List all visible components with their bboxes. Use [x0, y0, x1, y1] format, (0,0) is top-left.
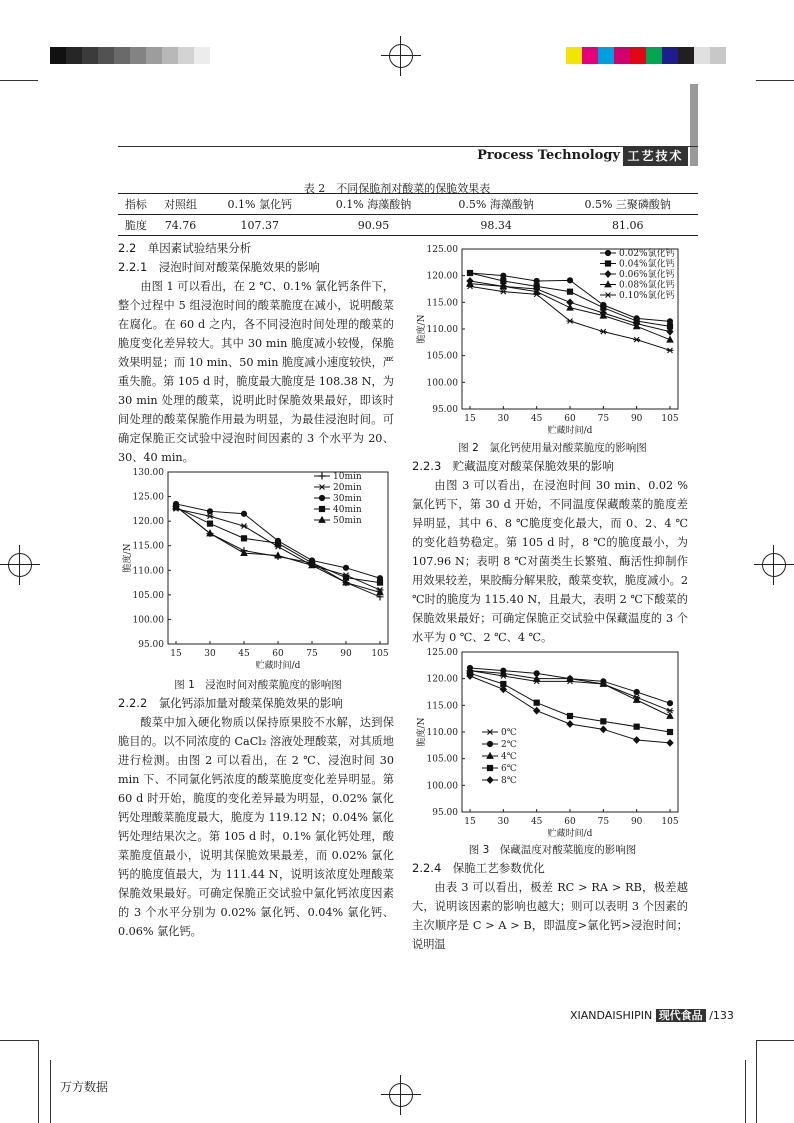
x-tick-label: 45 — [238, 649, 250, 659]
legend-label: 6℃ — [501, 764, 517, 774]
paragraph: 由表 3 可以看出，极差 RC > RA > RB，极差越大，说明该因素的影响也越大；则可以表明 3 个因素的主次顺序是 C > A > B，即温度>氯化钙>浸泡时间；说明温 — [412, 881, 688, 951]
y-tick-label: 105.00 — [426, 754, 458, 765]
x-tick-label: 105 — [661, 817, 679, 827]
crop-mark — [50, 1060, 51, 1123]
point-marker — [667, 348, 674, 353]
series-5 — [467, 673, 673, 746]
point-marker — [567, 713, 572, 718]
legend-label: 0℃ — [501, 728, 517, 738]
color-bar — [566, 47, 726, 64]
legend-label: 0.10%氯化钙 — [619, 291, 675, 301]
paragraph: 由图 3 可以看出，在浸泡时间 30 min、0.02 % 氯化钙下，第 30 d 开始，不同温度保藏酸菜的脆度差异明显，其中 6、8 ℃脆度变化最大，而 0、2、4 ℃的变化趋势稳定。第 105 d 时，8 ℃的脆度最小，为 107.96 N；表明 8 ℃对菌类生长繁殖、酶活性抑制作用效果较差，果胶酶分解果胶，酸菜变软，脆度减小。2 ℃时的脆度为 115.40 N，且最大，表明 2 ℃下酸菜的保脆效果最好；可确定保脆正交试验中保藏温度的 3 个水平为 0 ℃、2 ℃、4 ℃。 — [412, 479, 688, 644]
y-tick-label: 115.00 — [426, 298, 458, 309]
point-marker — [207, 509, 212, 514]
footer-tag: 现代食品 — [656, 1009, 706, 1022]
series-line — [470, 676, 670, 743]
table-cell: 脆度 — [118, 215, 154, 236]
point-marker — [241, 511, 246, 516]
point-marker — [605, 261, 610, 266]
legend-label: 40min — [333, 505, 362, 515]
figure-1-chart — [118, 466, 398, 671]
x-tick-label: 60 — [564, 414, 576, 424]
table2-caption: 表 2 不同保脆剂对酸菜的保脆效果表 — [303, 182, 491, 195]
point-marker — [600, 726, 606, 732]
subsection-heading: 2.2.2 氯化钙添加量对酸菜保脆效果的影响 — [118, 696, 343, 710]
y-tick-label: 100.00 — [132, 615, 164, 626]
point-marker — [534, 700, 539, 705]
x-axis-label: 贮藏时间/d — [547, 829, 593, 838]
y-axis-label: 脆度/N — [417, 717, 427, 747]
point-marker — [207, 521, 212, 526]
legend-label: 8℃ — [501, 776, 517, 786]
section-heading: 2.2 单因素试验结果分析 — [118, 241, 252, 255]
point-marker — [241, 536, 246, 541]
y-tick-label: 115.00 — [132, 541, 164, 552]
y-tick-label: 120.00 — [426, 271, 458, 282]
table-cell: 107.37 — [207, 215, 312, 236]
x-tick-label: 60 — [272, 649, 284, 659]
legend-label: 20min — [333, 483, 362, 493]
right-column-bottom — [412, 859, 688, 954]
point-marker — [634, 724, 639, 729]
y-tick-label: 120.00 — [426, 674, 458, 685]
legend-label: 0.08%氯化钙 — [619, 280, 675, 291]
table-cell: 90.95 — [312, 215, 435, 236]
x-tick-label: 105 — [661, 414, 679, 424]
y-tick-label: 95.00 — [138, 640, 164, 650]
x-tick-label: 45 — [530, 414, 543, 424]
header-side-bar — [690, 84, 698, 166]
crop-mark — [756, 80, 794, 81]
point-marker — [601, 719, 606, 724]
y-tick-label: 125.00 — [426, 245, 458, 255]
legend-label: 4℃ — [501, 752, 517, 762]
point-marker — [319, 485, 326, 490]
x-tick-label: 30 — [204, 649, 216, 659]
y-tick-label: 130.00 — [132, 468, 164, 478]
y-tick-label: 110.00 — [426, 325, 458, 335]
watermark: 万方数据 — [60, 1080, 109, 1094]
crop-mark — [38, 1040, 39, 1123]
point-marker — [567, 319, 574, 324]
point-marker — [487, 765, 492, 770]
x-axis-label: 贮藏时间/d — [547, 426, 593, 436]
table-header-cell: 0.1% 海藻酸钠 — [312, 194, 435, 215]
point-marker — [667, 729, 672, 734]
y-tick-label: 115.00 — [426, 701, 458, 712]
point-marker — [605, 250, 610, 255]
y-tick-label: 125.00 — [132, 492, 164, 503]
paragraph: 酸菜中加入硬化物质以保持原果胶不水解，达到保脆目的。以不同浓度的 CaCl₂ 溶液处理酸菜，对其质地进行检测。由图 2 可以看出，在 2 ℃、浸泡时间 30 min 下、不同氯化钙浓度的酸菜脆度变化差异明显。第 60 d 时开始，脆度的变化差异最为明显，0.02% 氯化钙处理酸菜脆度最大，脆度为 119.12 N；0.04% 氯化钙处理结果次之。第 105 d 时，0.1% 氯化钙处理，酸菜脆度值最小，说明其保脆效果最差，而 0.02% 氯化钙的脆度值最大，为 111.44 N，说明该浓度处理酸菜保脆效果最好。可确定保脆正交试验中氯化钙浓度因素的 3 个水平分别为 0.02% 氯化钙、0.04% 氯化钙、0.06% 氯化钙。 — [118, 716, 394, 938]
x-tick-label: 75 — [306, 649, 318, 659]
figure-3-chart — [410, 646, 695, 838]
point-marker — [487, 730, 494, 735]
subsection-heading: 2.2.3 贮藏温度对酸菜保脆效果的影响 — [412, 459, 614, 473]
x-tick-label: 15 — [464, 414, 476, 424]
table-header-row — [118, 194, 698, 215]
table-header-cell: 指标 — [118, 194, 154, 215]
point-marker — [319, 495, 324, 500]
registration-mark-bottom — [381, 1075, 421, 1115]
y-tick-label: 100.00 — [426, 781, 458, 792]
grayscale-bar — [50, 47, 210, 64]
table-header-cell: 0.5% 三聚磷酸钠 — [557, 194, 698, 215]
subsection-heading: 2.2.1 浸泡时间对酸菜保脆效果的影响 — [118, 260, 320, 274]
point-marker — [487, 777, 493, 783]
point-marker — [633, 337, 640, 342]
point-marker — [319, 473, 326, 480]
point-marker — [567, 278, 572, 283]
x-tick-label: 15 — [464, 817, 476, 827]
legend-label: 0.02%氯化钙 — [619, 249, 675, 259]
figure-1-caption: 图 1 浸泡时间对酸菜脆度的影响图 — [174, 679, 342, 691]
y-tick-label: 105.00 — [132, 590, 164, 601]
y-tick-label: 120.00 — [132, 517, 164, 528]
subsection-heading: 2.2.4 保脆工艺参数优化 — [412, 861, 545, 875]
y-tick-label: 110.00 — [426, 728, 458, 738]
registration-mark-left — [0, 545, 40, 585]
point-marker — [667, 319, 672, 324]
point-marker — [467, 270, 472, 275]
point-marker — [241, 524, 248, 529]
crop-mark — [745, 1060, 746, 1123]
point-marker — [343, 565, 348, 570]
table-row — [118, 215, 698, 236]
point-marker — [207, 514, 214, 519]
journal-section: Process Technology — [477, 148, 620, 163]
point-marker — [667, 740, 673, 746]
table2 — [118, 193, 698, 236]
page-number: /133 — [709, 1009, 734, 1022]
point-marker — [667, 713, 673, 719]
x-tick-label: 15 — [170, 649, 182, 659]
point-marker — [377, 580, 382, 585]
point-marker — [634, 689, 639, 694]
y-tick-label: 100.00 — [426, 378, 458, 389]
point-marker — [567, 721, 573, 727]
left-column-top — [118, 239, 394, 467]
point-marker — [567, 289, 572, 294]
table-cell: 74.76 — [154, 215, 208, 236]
section-tag: 工艺技术 — [623, 146, 688, 166]
x-tick-label: 30 — [497, 414, 510, 424]
legend-label: 2℃ — [501, 740, 517, 750]
y-tick-label: 110.00 — [132, 566, 164, 577]
x-tick-label: 90 — [340, 649, 352, 659]
y-tick-label: 125.00 — [426, 648, 458, 658]
x-tick-label: 90 — [630, 817, 643, 827]
legend-label: 10min — [333, 472, 362, 482]
y-tick-label: 95.00 — [432, 405, 458, 415]
point-marker — [605, 293, 612, 298]
y-axis-label: 脆度/N — [417, 314, 427, 344]
x-tick-label: 105 — [371, 649, 389, 659]
table-cell: 98.34 — [435, 215, 558, 236]
point-marker — [567, 304, 573, 310]
legend-label: 0.04%氯化钙 — [619, 259, 675, 270]
table-cell: 81.06 — [557, 215, 698, 236]
legend-label: 0.06%氯化钙 — [619, 270, 675, 280]
figure-2-chart — [410, 243, 695, 438]
figure-2-caption: 图 2 氯化钙使用量对酸菜脆度的影响图 — [458, 442, 647, 454]
crop-mark — [756, 1040, 757, 1123]
registration-mark-top — [381, 36, 421, 76]
point-marker — [667, 701, 672, 706]
left-column-bottom — [118, 694, 394, 941]
figure-3-caption: 图 3 保藏温度对酸菜脆度的影响图 — [468, 844, 637, 856]
x-axis-label: 贮藏时间/d — [255, 661, 301, 671]
point-marker — [534, 707, 540, 713]
point-marker — [487, 741, 492, 746]
point-marker — [600, 329, 607, 334]
table-header-cell: 0.5% 海藻酸钠 — [435, 194, 558, 215]
registration-mark-right — [754, 545, 794, 585]
x-tick-label: 60 — [564, 817, 576, 827]
header-rule — [118, 146, 698, 147]
table-header-cell: 0.1% 氯化钙 — [207, 194, 312, 215]
x-tick-label: 75 — [597, 817, 610, 827]
legend-label: 30min — [333, 494, 362, 504]
point-marker — [605, 271, 611, 277]
y-tick-label: 105.00 — [426, 351, 458, 362]
x-tick-label: 30 — [497, 817, 510, 827]
point-marker — [319, 506, 324, 511]
crop-mark — [756, 1040, 794, 1041]
point-marker — [275, 541, 280, 546]
point-marker — [501, 273, 506, 278]
point-marker — [534, 278, 539, 283]
footer-journal: XIANDAISHIPIN — [570, 1009, 653, 1022]
point-marker — [634, 737, 640, 743]
y-tick-label: 95.00 — [432, 808, 458, 818]
crop-mark — [0, 80, 38, 81]
paragraph: 由图 1 可以看出，在 2 ℃、0.1% 氯化钙条件下，整个过程中 5 组浸泡时间的酸菜脆度在减小，说明酸菜在腐化。在 60 d 之内，各不同浸泡时间处理的酸菜的脆度变化差异较大。其中 30 min 脆度减小较慢，保脆效果明显；而 10 min、50 min 脆度减小速度较快，严重失脆。第 105 d 时，脆度最大脆度是 108.38 N，为 30 min 处理的酸菜，说明此时保脆效果最好，即该时间处理的酸菜保脆作用最为明显，为最佳浸泡时间。可确定保脆正交试验中浸泡时间因素的 3 个水平为 20、30、40 min。 — [118, 280, 394, 464]
right-column-middle — [412, 457, 688, 647]
x-tick-label: 45 — [530, 817, 543, 827]
table-header-cell: 对照组 — [154, 194, 208, 215]
crop-mark — [0, 1040, 38, 1041]
legend-label: 50min — [333, 516, 362, 526]
page-footer — [570, 1007, 734, 1023]
x-tick-label: 75 — [597, 414, 610, 424]
x-tick-label: 90 — [630, 414, 643, 424]
y-axis-label: 脆度/N — [123, 543, 133, 573]
